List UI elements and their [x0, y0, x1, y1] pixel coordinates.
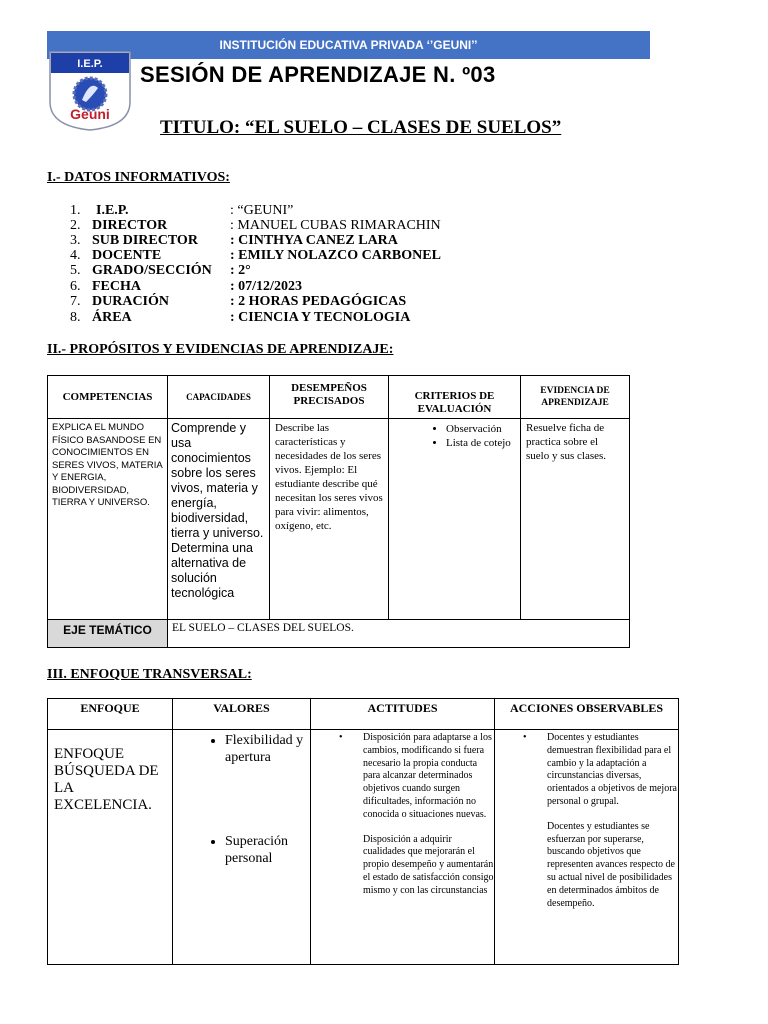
section-1-heading: I.- DATOS INFORMATIVOS: — [47, 170, 230, 185]
accion-item: • Docentes y estudiantes demuestran flexibilidad para el cambio y la adaptación a circunstancias diversas, orientados a objetivos de mejora personal o grupal. Docentes y estudiantes se esfuerzan por superarse, buscando objetivos que representen avances respecto de su actual nivel de posibilidades en determinados ámbitos de desempeño. — [523, 732, 677, 909]
col-acciones: ACCIONES OBSERVABLES — [495, 699, 679, 730]
enfoque-table — [47, 698, 679, 965]
info-value: : “GEUNI” — [230, 203, 294, 218]
info-label: DURACIÓN — [92, 294, 169, 309]
info-label: ÁREA — [92, 310, 132, 325]
institution-name: INSTITUCIÓN EDUCATIVA PRIVADA ‘’GEUNI’’ — [219, 38, 478, 52]
col-desempenos: DESEMPEÑOS PRECISADOS — [270, 376, 389, 419]
info-label: DIRECTOR — [92, 218, 168, 233]
institution-banner — [47, 31, 650, 59]
info-value: : EMILY NOLAZCO CARBONEL — [230, 248, 441, 263]
actitudes-cell — [311, 730, 495, 965]
info-label: GRADO/SECCIÓN — [92, 263, 212, 278]
info-value: : CINTHYA CANEZ LARA — [230, 233, 398, 248]
table-header-row — [48, 376, 630, 419]
session-title: SESIÓN DE APRENDIZAJE N. º03 — [140, 62, 496, 87]
valores-cell — [173, 730, 311, 965]
info-label: I.E.P. — [96, 203, 129, 218]
enfoque-cell: ENFOQUE BÚSQUEDA DE LA EXCELENCIA. — [48, 730, 173, 965]
desempeno-cell: Describe las características y necesidades de los seres vivos. Ejemplo: El estudiante describe qué necesitan los seres vivos para vivir: alimentos, oxígeno, etc. — [270, 419, 389, 620]
info-value: : MANUEL CUBAS RIMARACHIN — [230, 218, 441, 233]
valor-item: • Superación personal — [225, 833, 310, 867]
section-2-heading: II.- PROPÓSITOS Y EVIDENCIAS DE APRENDIZAJE: — [47, 342, 394, 357]
actitud-item: • Disposición para adaptarse a los cambios, modificando si fuera necesario la propia conducta para alcanzar determinados objetivos cuando surgen dificultades, información no conocida o situaciones nuevas. Disposición a adquirir cualidades que mejorarán el propio desempeño y aumentarán el estado de satisfacción consigo mismo y con las circunstancias — [339, 732, 494, 896]
lesson-title: TITULO: “EL SUELO – CLASES DE SUELOS” — [160, 117, 562, 138]
eje-label: EJE TEMÁTICO — [48, 620, 168, 648]
capacidad-cell: Comprende y usa conocimientos sobre los seres vivos, materia y energía, biodiversidad, tierra y universo. Determina una alternativa de solución tecnológica — [168, 419, 270, 620]
eje-row — [48, 620, 630, 648]
bullet-icon: • — [339, 732, 343, 743]
criterio-item: • Lista de cotejo — [446, 436, 515, 450]
eje-value: EL SUELO – CLASES DEL SUELOS. — [168, 620, 630, 648]
info-value: : 07/12/2023 — [230, 279, 302, 294]
col-evidencia: EVIDENCIA DE APRENDIZAJE — [521, 376, 630, 419]
evidencia-cell: Resuelve ficha de practica sobre el suelo y sus clases. — [521, 419, 630, 620]
acciones-cell — [495, 730, 679, 965]
info-label: DOCENTE — [92, 248, 162, 263]
info-label: FECHA — [92, 279, 141, 294]
col-capacidades: CAPACIDADES — [168, 376, 270, 419]
table-header-row — [48, 699, 679, 730]
criterio-item: • Observación — [446, 422, 515, 436]
info-label: SUB DIRECTOR — [92, 233, 198, 248]
competencia-cell: EXPLICA EL MUNDO FÍSICO BASANDOSE EN CONOCIMIENTOS EN SERES VIVOS, MATERIA Y ENERGIA, BIODIVERSIDAD, TIERRA Y UNIVERSO. — [48, 419, 168, 620]
info-value: : 2 HORAS PEDAGÓGICAS — [230, 294, 407, 309]
info-value: : 2° — [230, 263, 251, 278]
bullet-icon: • — [523, 732, 527, 743]
svg-text:Geuni: Geuni — [70, 106, 110, 122]
table-row — [48, 730, 679, 965]
col-criterios: CRITERIOS DE EVALUACIÓN — [389, 376, 521, 419]
table-row — [48, 419, 630, 620]
school-logo — [46, 50, 134, 132]
section-3-heading: III. ENFOQUE TRANSVERSAL: — [47, 667, 252, 682]
col-competencias: COMPETENCIAS — [48, 376, 168, 419]
proposito-table — [47, 375, 630, 648]
info-value: : CIENCIA Y TECNOLOGIA — [230, 310, 411, 325]
col-enfoque: ENFOQUE — [48, 699, 173, 730]
col-actitudes: ACTITUDES — [311, 699, 495, 730]
svg-text:I.E.P.: I.E.P. — [77, 58, 103, 70]
criterios-cell — [389, 419, 521, 620]
valor-item: • Flexibilidad y apertura — [225, 732, 310, 766]
col-valores: VALORES — [173, 699, 311, 730]
